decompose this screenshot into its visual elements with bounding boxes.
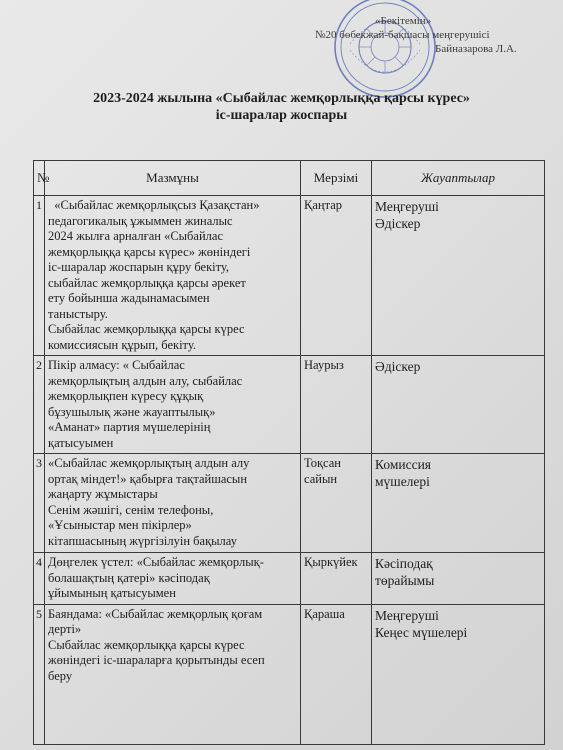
title-line-1: 2023-2024 жылына «Сыбайлас жемқорлыққа қарсы күрес» bbox=[93, 91, 470, 106]
content-line: жемқорлықпен күресу құқық bbox=[48, 389, 204, 403]
responsible-line: Кәсіподақ bbox=[375, 556, 433, 571]
row-content bbox=[45, 604, 301, 744]
content-line: жөніндегі іс-шараларға қорытынды есеп bbox=[48, 653, 265, 667]
row-content bbox=[45, 454, 301, 553]
content-line: Пікір алмасу: « Сыбайлас bbox=[48, 358, 185, 372]
row-number: 3 bbox=[34, 454, 45, 553]
row-responsible bbox=[372, 356, 545, 454]
row-responsible bbox=[372, 454, 545, 553]
row-term: Наурыз bbox=[301, 356, 372, 454]
row-term: Қыркүйек bbox=[301, 553, 372, 605]
table-row bbox=[34, 454, 545, 553]
content-line: іс-шаралар жоспарын құру бекіту, bbox=[48, 260, 230, 274]
row-responsible bbox=[372, 196, 545, 356]
responsible-line: төрайымы bbox=[375, 573, 435, 588]
header-responsible: Жауаптылар bbox=[372, 161, 545, 196]
content-line: «Аманат» партия мүшелерінің bbox=[48, 420, 211, 434]
responsible-line: Комиссия bbox=[375, 457, 432, 472]
row-number: 4 bbox=[34, 553, 45, 605]
table-row bbox=[34, 604, 545, 744]
table-row bbox=[34, 196, 545, 356]
row-term bbox=[301, 454, 372, 553]
row-number: 1 bbox=[34, 196, 45, 356]
content-line: дерті» bbox=[48, 622, 82, 636]
row-term: Қаңтар bbox=[301, 196, 372, 356]
content-line: Баяндама: «Сыбайлас жемқорлық қоғам bbox=[48, 606, 263, 621]
content-line: Сыбайлас жемқорлыққа қарсы күрес bbox=[48, 322, 245, 336]
document-title bbox=[0, 90, 563, 124]
content-line: комиссиясын құрып, бекіту. bbox=[48, 337, 196, 352]
content-line: Сенім жәшігі, сенім телефоны, bbox=[48, 502, 214, 517]
row-responsible bbox=[372, 553, 545, 605]
row-content bbox=[45, 196, 301, 356]
content-line: Дөңгелек үстел: «Сыбайлас жемқорлық- bbox=[48, 555, 264, 569]
row-content bbox=[45, 553, 301, 605]
content-line: Сыбайлас жемқорлыққа қарсы күрес bbox=[48, 637, 245, 652]
responsible-line: Меңгеруші bbox=[375, 199, 439, 214]
content-line: ұйымының қатысуымен bbox=[48, 586, 176, 600]
responsible-line: Әдіскер bbox=[375, 359, 421, 374]
term-line: сайын bbox=[304, 471, 338, 486]
content-line: кітапшасының жүргізілуін бақылау bbox=[48, 533, 237, 548]
table-row bbox=[34, 356, 545, 454]
table-row bbox=[34, 553, 545, 605]
title-line-2: іс-шаралар жоспары bbox=[215, 108, 348, 123]
term-line: Тоқсан bbox=[304, 456, 341, 470]
responsible-line: мүшелері bbox=[375, 474, 430, 489]
content-line: жаңарту жұмыстары bbox=[48, 487, 158, 501]
approval-name: Байназарова Л.А. bbox=[435, 43, 517, 55]
row-number: 2 bbox=[34, 356, 45, 454]
approval-heading: «Бекітемін» bbox=[375, 15, 432, 27]
content-line: беру bbox=[48, 668, 73, 683]
responsible-line: Әдіскер bbox=[375, 216, 421, 231]
content-line: «Сыбайлас жемқорлықсыз Қазақстан» bbox=[48, 198, 260, 212]
content-line: ортақ міндет!» қабырға тақтайшасын bbox=[48, 471, 248, 486]
header-term: Мерзімі bbox=[301, 161, 372, 196]
row-number: 5 bbox=[34, 604, 45, 744]
content-line: жемқорлыққа қарсы күрес» жөніндегі bbox=[48, 244, 251, 259]
header-content: Мазмұны bbox=[45, 161, 301, 196]
row-term: Қараша bbox=[301, 604, 372, 744]
responsible-line: Кеңес мүшелері bbox=[375, 624, 468, 640]
content-line: қатысуымен bbox=[48, 435, 114, 450]
responsible-line: Меңгеруші bbox=[375, 607, 439, 623]
content-line: бұзушылық және жауаптылық» bbox=[48, 404, 216, 419]
content-line: педагогикалық ұжыммен жиналыс bbox=[48, 213, 233, 228]
content-line: 2024 жылға арналған «Сыбайлас bbox=[48, 229, 223, 243]
content-line: ету бойынша жадынамасымен bbox=[48, 291, 210, 305]
header-num: № bbox=[34, 161, 45, 196]
content-line: «Сыбайлас жемқорлықтың алдын алу bbox=[48, 456, 250, 470]
table-header-row bbox=[34, 161, 545, 196]
content-line: «Ұсыныстар мен пікірлер» bbox=[48, 518, 192, 532]
content-line: жемқорлықтың алдын алу, сыбайлас bbox=[48, 373, 243, 388]
content-line: таныстыру. bbox=[48, 306, 108, 321]
plan-table bbox=[33, 160, 545, 745]
approval-block bbox=[300, 14, 530, 56]
content-line: болашақтың қатері» кәсіподақ bbox=[48, 570, 210, 585]
row-content bbox=[45, 356, 301, 454]
row-responsible bbox=[372, 604, 545, 744]
content-line: сыбайлас жемқорлыққа қарсы әрекет bbox=[48, 275, 246, 290]
approval-position: №20 бөбекжай-бақшасы меңгерушісі bbox=[315, 29, 490, 41]
